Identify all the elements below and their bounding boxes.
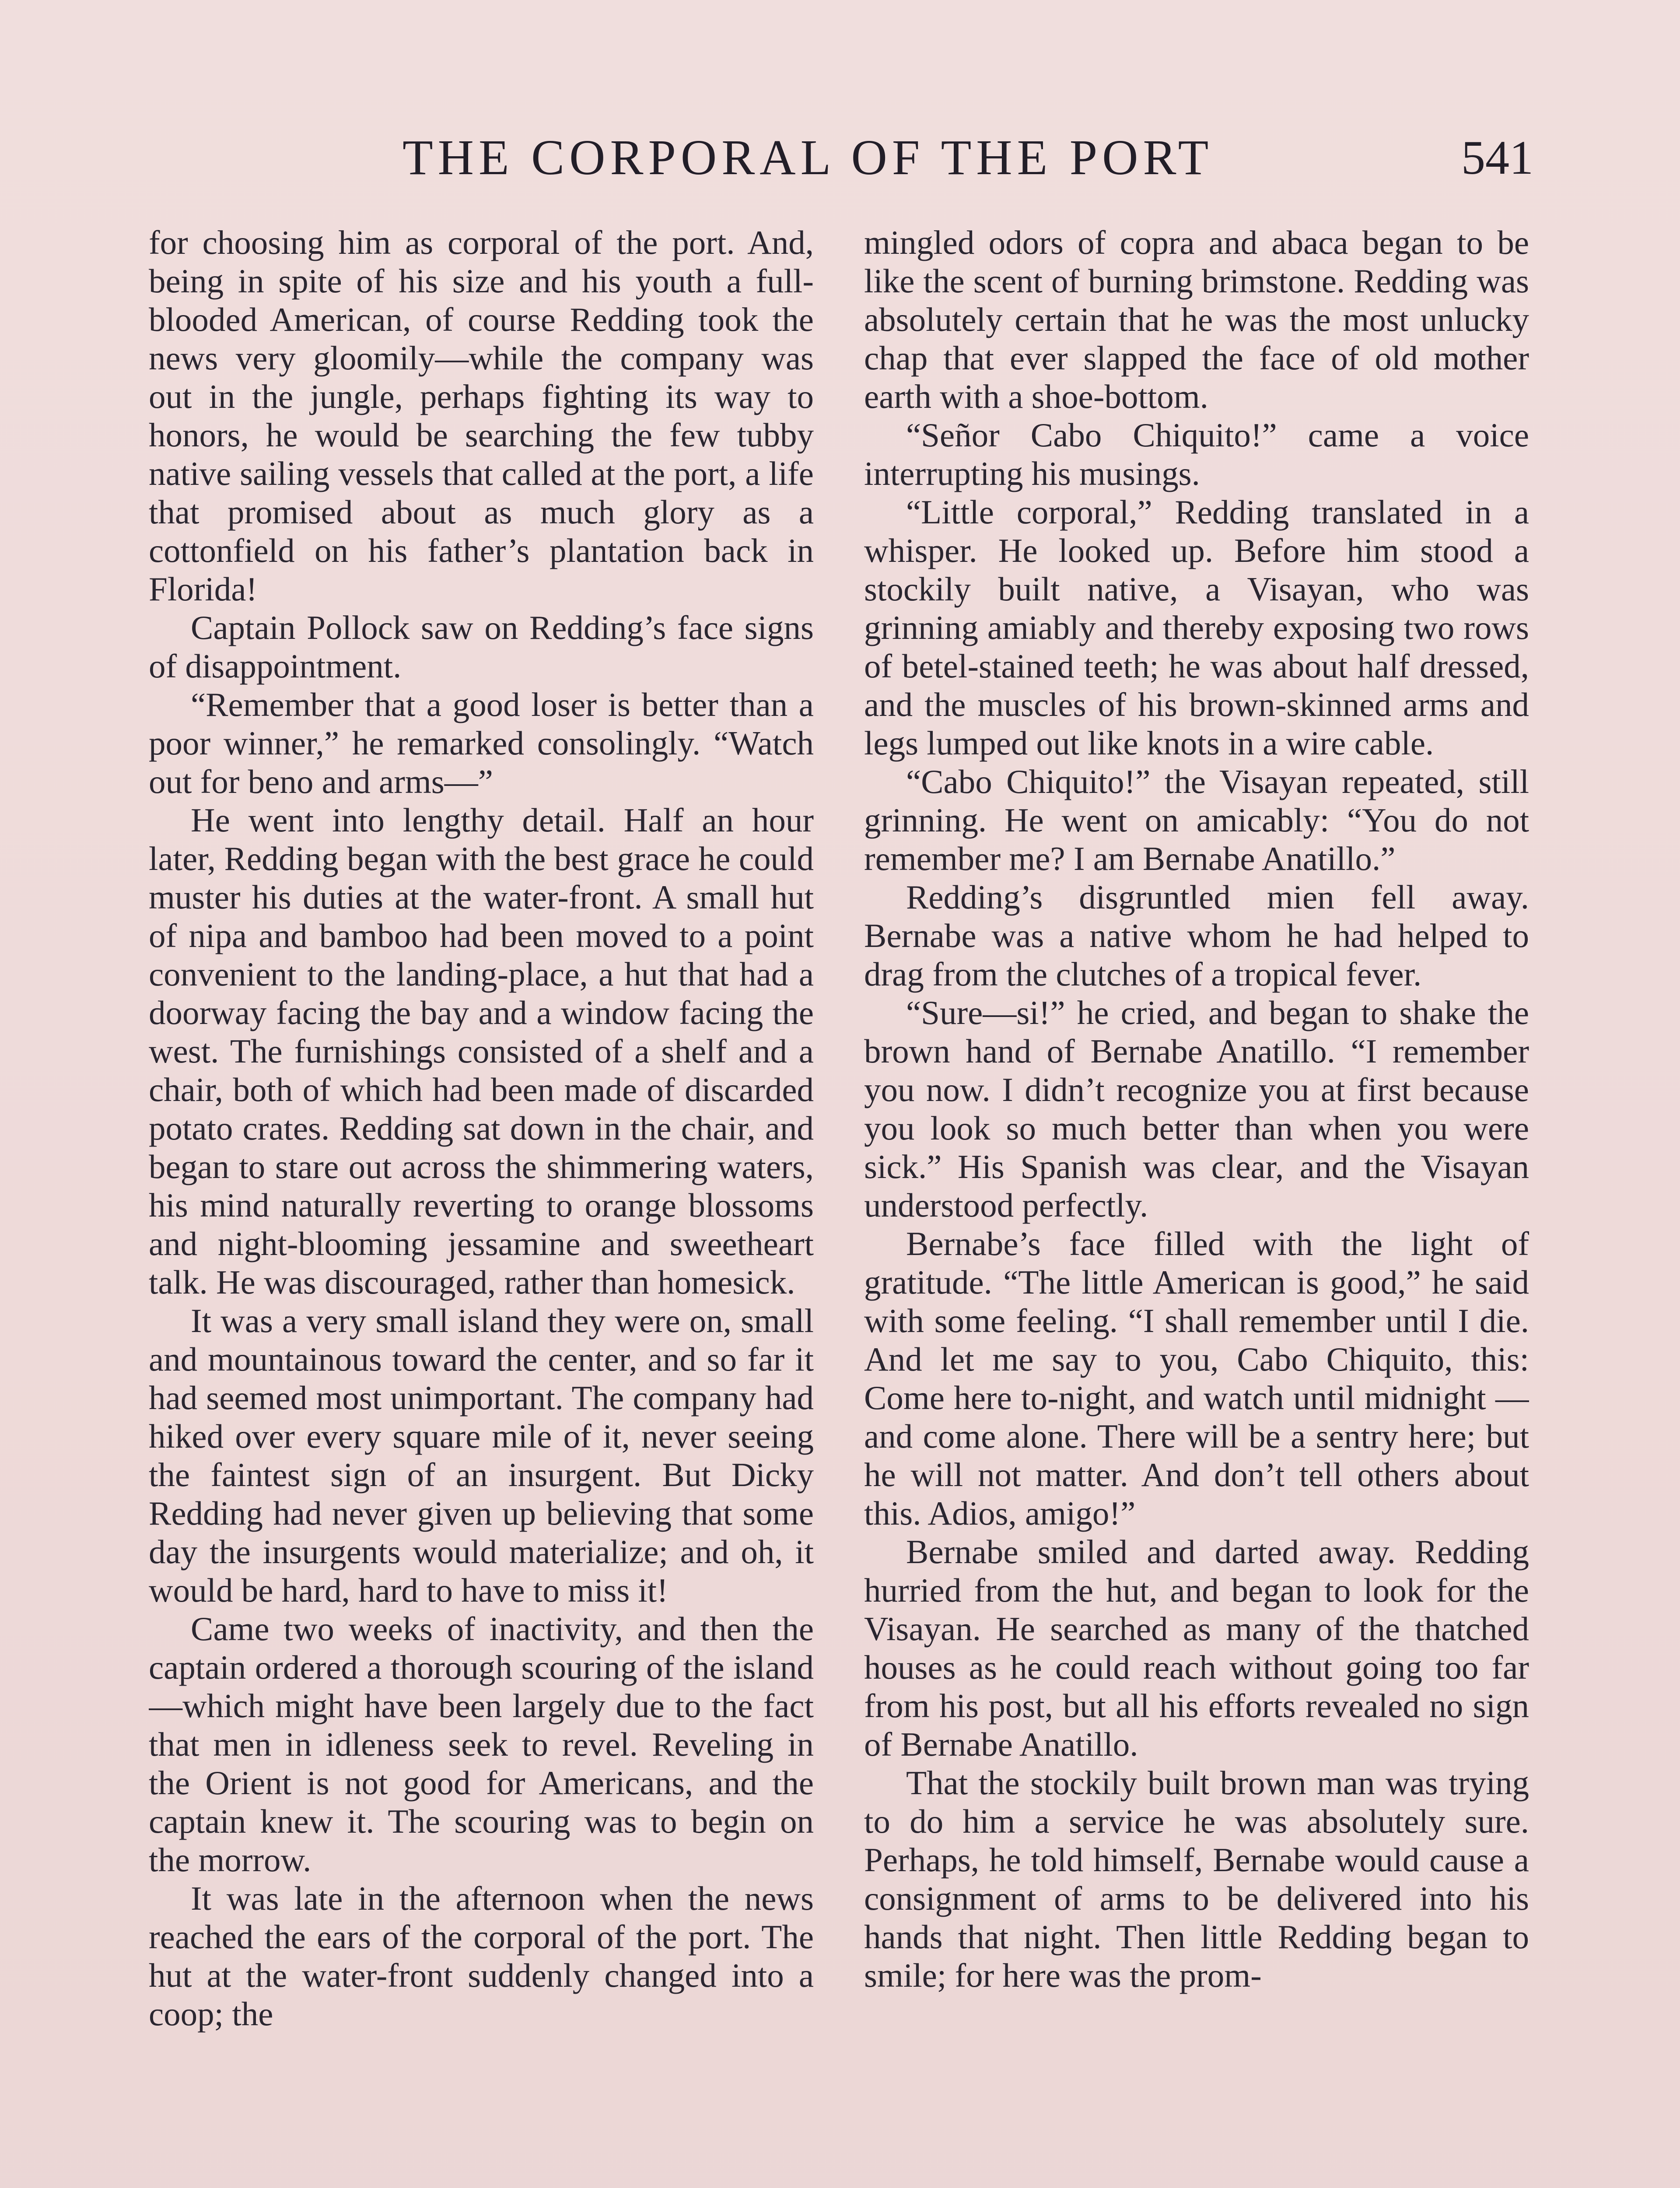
paragraph: “Little corporal,” Redding translated in a whisper. He looked up. Before him stood a stockily built native, a Visayan, who was grinning amiably and thereby exposing two rows of betel-stained teeth; he was about half dressed, and the muscles of his brown-skinned arms and legs lumped out like knots in a wire cable. xyxy=(864,493,1529,762)
paragraph: “Remember that a good loser is better than a poor winner,” he remarked consolingly. “Watch out for beno and arms—” xyxy=(149,686,814,800)
paragraph: Bernabe’s face filled with the light of gratitude. “The little American is good,” he said with some feeling. “I shall remember until I die. And let me say to you, Cabo Chiquito, this: Come here to-night, and watch until midnight —and come alone. There will be a sentry here; but he will not matter. And don’t tell others about this. Adios, amigo!” xyxy=(864,1225,1529,1532)
paragraph: Bernabe smiled and darted away. Redding hurried from the hut, and began to look for the Visayan. He searched as many of the thatched houses as he could reach without going too far from his post, but all his efforts revealed no sign of Bernabe Anatillo. xyxy=(864,1533,1529,1763)
paragraph: mingled odors of copra and abaca began to be like the scent of burning brimstone. Redding was absolutely certain that he was the most unlucky chap that ever slapped the face of old mother earth with a shoe-bottom. xyxy=(864,224,1529,415)
page-header xyxy=(0,127,1680,188)
paragraph: Redding’s disgruntled mien fell away. Bernabe was a native whom he had helped to drag from the clutches of a tropical fever. xyxy=(864,878,1529,993)
paragraph: “Cabo Chiquito!” the Visayan repeated, still grinning. He went on amicably: “You do not remember me? I am Bernabe Anatillo.” xyxy=(864,763,1529,877)
right-column xyxy=(864,223,1529,2188)
paragraph: That the stockily built brown man was trying to do him a service he was absolutely sure. Perhaps, he told himself, Bernabe would cause a consignment of arms to be delivered into his hands that night. Then little Redding began to smile; for here was the prom- xyxy=(864,1764,1529,1994)
running-head: THE CORPORAL OF THE PORT xyxy=(402,130,1214,185)
paragraph: He went into lengthy detail. Half an hour later, Redding began with the best grace he could muster his duties at the water-front. A small hut of nipa and bamboo had been moved to a point convenient to the landing-place, a hut that had a doorway facing the bay and a window facing the west. The furnishings consisted of a shelf and a chair, both of which had been made of discarded potato crates. Redding sat down in the chair, and began to stare out across the shimmering waters, his mind naturally reverting to orange blossoms and night-blooming jessamine and sweetheart talk. He was discouraged, rather than homesick. xyxy=(149,801,814,1301)
paragraph: “Señor Cabo Chiquito!” came a voice interrupting his musings. xyxy=(864,416,1529,492)
left-column xyxy=(149,223,814,2188)
paragraph: It was a very small island they were on, small and mountainous toward the center, and so far it had seemed most unimportant. The company had hiked over every square mile of it, never seeing the faintest sign of an insurgent. But Dicky Redding had never given up believing that some day the insurgents would materialize; and oh, it would be hard, hard to have to miss it! xyxy=(149,1302,814,1609)
paragraph: It was late in the afternoon when the news reached the ears of the corporal of the port. The hut at the water-front suddenly changed into a coop; the xyxy=(149,1879,814,2033)
paragraph: “Sure—si!” he cried, and began to shake the brown hand of Bernabe Anatillo. “I remember you now. I didn’t recognize you at first because you look so much better than when you were sick.” His Spanish was clear, and the Visayan understood perfectly. xyxy=(864,994,1529,1224)
paragraph: for choosing him as corporal of the port. And, being in spite of his size and his youth a full-blooded American, of course Redding took the news very gloomily—while the company was out in the jungle, perhaps fighting its way to honors, he would be searching the few tubby native sailing vessels that called at the port, a life that promised about as much glory as a cottonfield on his father’s plantation back in Florida! xyxy=(149,224,814,608)
paragraph: Captain Pollock saw on Redding’s face signs of disappointment. xyxy=(149,609,814,685)
page-number: 541 xyxy=(1461,131,1533,184)
paragraph: Came two weeks of inactivity, and then the captain ordered a thorough scouring of the island—which might have been largely due to the fact that men in idleness seek to revel. Reveling in the Orient is not good for Americans, and the captain knew it. The scouring was to begin on the morrow. xyxy=(149,1610,814,1879)
